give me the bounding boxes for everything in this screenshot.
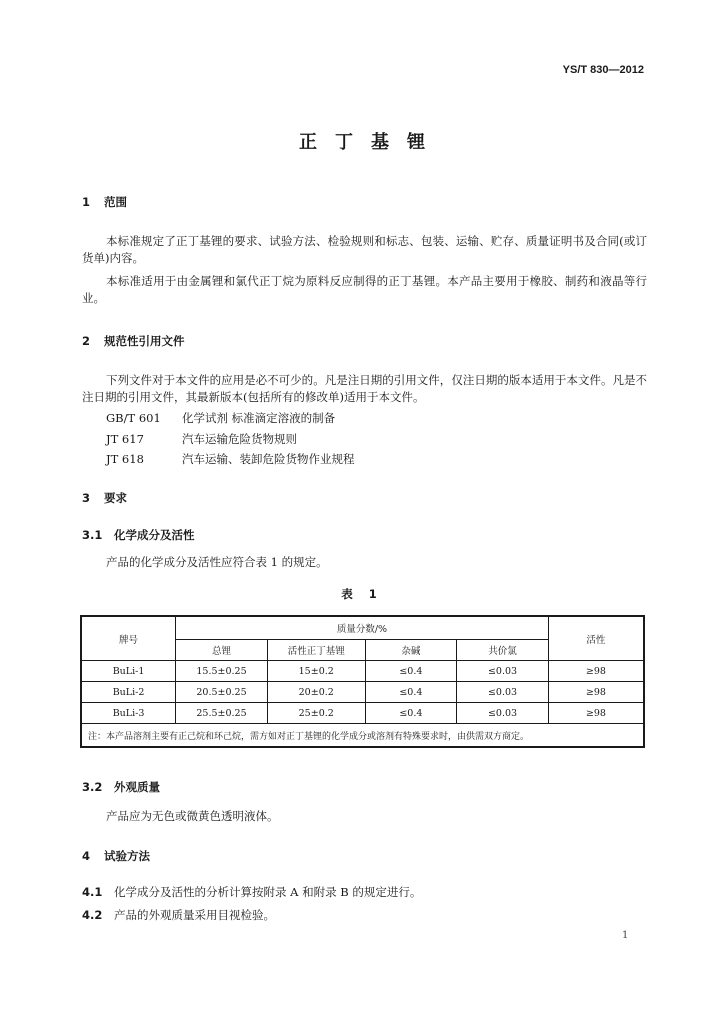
header-total-lithium: 总锂 bbox=[176, 640, 268, 661]
cell-activity: ≥98 bbox=[548, 703, 644, 724]
reference-title: 汽车运输、装卸危险货物作业规程 bbox=[182, 452, 355, 466]
section-title: 规范性引用文件 bbox=[104, 334, 185, 348]
method-text: 产品的外观质量采用目视检验。 bbox=[114, 908, 275, 922]
table-note-row bbox=[81, 724, 644, 748]
method-text: 化学成分及活性的分析计算按附录 A 和附录 B 的规定进行。 bbox=[114, 885, 422, 899]
section-title: 试验方法 bbox=[104, 849, 150, 863]
section-number: 1 bbox=[82, 195, 91, 209]
section-title: 要求 bbox=[104, 491, 127, 505]
cell-chlorine: ≤0.03 bbox=[457, 661, 549, 682]
reference-code: GB/T 601 bbox=[106, 411, 161, 425]
header-activity: 活性 bbox=[548, 616, 644, 661]
appearance-text: 产品应为无色或微黄色透明液体。 bbox=[106, 809, 279, 823]
section-title: 外观质量 bbox=[114, 780, 160, 794]
header-active-butyllithium: 活性正丁基锂 bbox=[267, 640, 365, 661]
table-row bbox=[81, 682, 644, 703]
section-number: 3.1 bbox=[82, 528, 103, 542]
section-number: 3 bbox=[82, 491, 91, 505]
header-covalent-chlorine: 共价氯 bbox=[457, 640, 549, 661]
reference-title: 化学试剂 标准滴定溶液的制备 bbox=[182, 411, 336, 425]
table-row bbox=[81, 661, 644, 682]
table-caption: 表 1 bbox=[341, 587, 383, 601]
cell-chlorine: ≤0.03 bbox=[457, 703, 549, 724]
cell-grade: BuLi-3 bbox=[81, 703, 176, 724]
cell-impurity: ≤0.4 bbox=[365, 703, 457, 724]
section-4-heading bbox=[82, 848, 150, 864]
reference-item bbox=[106, 451, 355, 467]
header-mass-fraction: 质量分数/% bbox=[176, 616, 549, 640]
section-title: 范围 bbox=[104, 195, 127, 209]
method-number: 4.1 bbox=[82, 885, 103, 899]
page-number: 1 bbox=[622, 930, 629, 941]
cell-impurity: ≤0.4 bbox=[365, 661, 457, 682]
reference-code: JT 618 bbox=[106, 452, 144, 466]
document-code: YS/T 830—2012 bbox=[562, 64, 644, 76]
reference-code: JT 617 bbox=[106, 432, 144, 446]
section-number: 2 bbox=[82, 334, 91, 348]
cell-grade: BuLi-1 bbox=[81, 661, 176, 682]
cell-chlorine: ≤0.03 bbox=[457, 682, 549, 703]
section-number: 3.2 bbox=[82, 780, 103, 794]
method-number: 4.2 bbox=[82, 908, 103, 922]
cell-activity: ≥98 bbox=[548, 682, 644, 703]
section-number: 4 bbox=[82, 849, 91, 863]
table-header-row bbox=[81, 616, 644, 640]
cell-impurity: ≤0.4 bbox=[365, 682, 457, 703]
scope-paragraph-2: 本标准适用于由金属锂和氯代正丁烷为原料反应制得的正丁基锂。本产品主要用于橡胶、制药和液晶等行业。 bbox=[82, 274, 647, 305]
header-impurity-base: 杂碱 bbox=[365, 640, 457, 661]
reference-item bbox=[106, 410, 335, 426]
section-3-1-heading bbox=[82, 527, 195, 543]
document-title: 正丁基锂 bbox=[299, 132, 443, 153]
cell-active: 20±0.2 bbox=[267, 682, 365, 703]
table-row bbox=[81, 703, 644, 724]
method-4-2 bbox=[82, 907, 275, 923]
section-2-heading bbox=[82, 333, 185, 349]
cell-activity: ≥98 bbox=[548, 661, 644, 682]
section-1-heading bbox=[82, 194, 127, 210]
cell-grade: BuLi-2 bbox=[81, 682, 176, 703]
method-4-1 bbox=[82, 884, 421, 900]
cell-active: 25±0.2 bbox=[267, 703, 365, 724]
scope-paragraph-1: 本标准规定了正丁基锂的要求、试验方法、检验规则和标志、包装、运输、贮存、质量证明书及合同(或订货单)内容。 bbox=[82, 234, 647, 265]
reference-item bbox=[106, 431, 297, 447]
header-grade: 牌号 bbox=[81, 616, 176, 661]
cell-active: 15±0.2 bbox=[267, 661, 365, 682]
cell-total-lithium: 20.5±0.25 bbox=[176, 682, 268, 703]
chemical-intro: 产品的化学成分及活性应符合表 1 的规定。 bbox=[106, 555, 328, 569]
section-3-2-heading bbox=[82, 779, 160, 795]
cell-total-lithium: 15.5±0.25 bbox=[176, 661, 268, 682]
section-3-heading bbox=[82, 490, 127, 506]
reference-title: 汽车运输危险货物规则 bbox=[182, 432, 297, 446]
specification-table bbox=[80, 615, 645, 748]
table-note: 注：本产品溶剂主要有正己烷和环己烷，需方如对正丁基锂的化学成分或溶剂有特殊要求时，由供需双方商定。 bbox=[81, 724, 644, 748]
section-title: 化学成分及活性 bbox=[114, 528, 195, 542]
references-intro: 下列文件对于本文件的应用是必不可少的。凡是注日期的引用文件，仅注日期的版本适用于本文件。凡是不注日期的引用文件，其最新版本(包括所有的修改单)适用于本文件。 bbox=[82, 373, 647, 404]
cell-total-lithium: 25.5±0.25 bbox=[176, 703, 268, 724]
